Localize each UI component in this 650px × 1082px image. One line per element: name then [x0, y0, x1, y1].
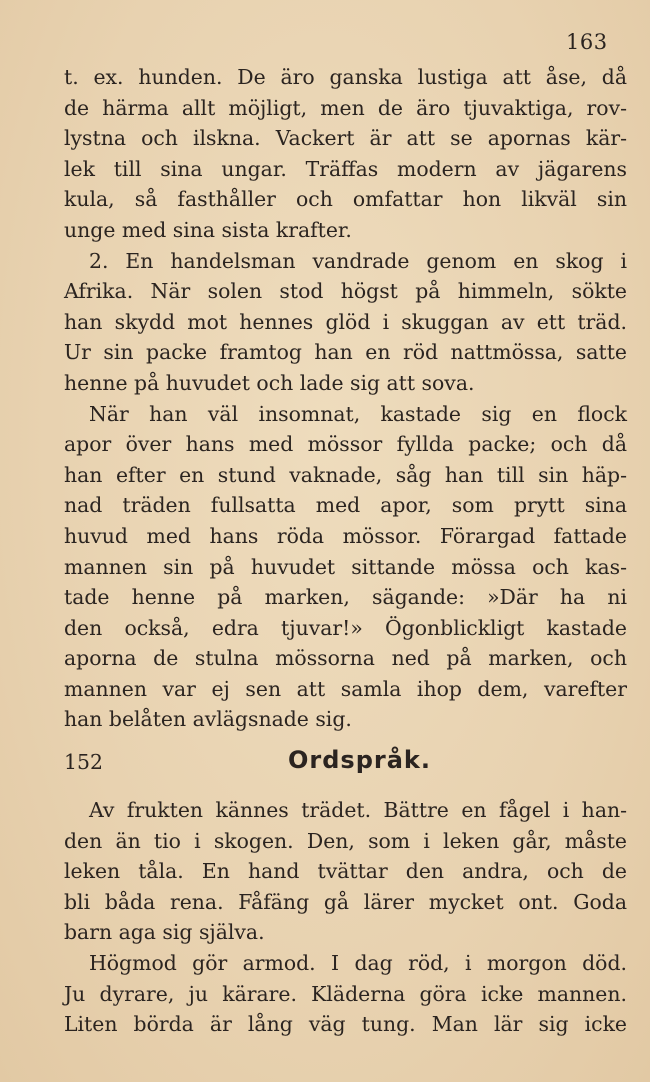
text-line: tade henne på marken, sägande: »Där ha ni [64, 585, 627, 610]
section-heading [64, 746, 627, 780]
text-line: apor över hans med mössor fyllda packe; och då [64, 432, 627, 457]
text-line: Av frukten kännes trädet. Bättre en fågel i han- [89, 798, 627, 822]
text-line: aporna de stulna mössorna ned på marken, och [64, 646, 627, 671]
text-line: nad träden fullsatta med apor, som prytt sina [64, 493, 627, 518]
text-line: de härma allt möjligt, men de äro tjuvaktiga, rov- [64, 95, 627, 120]
top-text-block [64, 62, 627, 735]
text-line: den också, edra tjuvar!» Ögonblickligt kastade [64, 615, 627, 640]
text-line: lek till sina ungar. Träffas modern av jägarens [64, 156, 627, 181]
text-line: kula, så fasthåller och omfattar hon likväl sin [64, 187, 627, 212]
text-line: unge med sina sista krafter. [64, 217, 352, 242]
section-number: 152 [64, 750, 103, 774]
text-line: t. ex. hunden. De äro ganska lustiga att åse, då [64, 65, 627, 89]
text-line: leken tåla. En hand tvättar den andra, och de [64, 859, 627, 884]
text-line: mannen var ej sen att samla ihop dem, varefter [64, 676, 627, 701]
text-line: lystna och ilskna. Vackert är att se apornas kär- [64, 126, 627, 151]
text-line: den än tio i skogen. Den, som i leken går, måste [64, 828, 627, 853]
text-line: 2. En handelsman vandrade genom en skog i [89, 248, 627, 273]
text-line: han skydd mot hennes glöd i skuggan av ett träd. [64, 309, 627, 334]
text-line: Liten börda är lång väg tung. Man lär sig icke [64, 1012, 627, 1037]
bottom-text-block [64, 795, 627, 1040]
page-number: 163 [566, 30, 608, 54]
text-line: Afrika. När solen stod högst på himmeln, sökte [64, 279, 627, 304]
text-line: Högmod gör armod. I dag röd, i morgon död. [89, 950, 627, 975]
text-line: mannen sin på huvudet sittande mössa och kas- [64, 554, 627, 579]
text-line: bli båda rena. Fåfäng gå lärer mycket ont. Goda [64, 889, 627, 914]
text-line: han belåten avlägsnade sig. [64, 707, 352, 732]
text-line: huvud med hans röda mössor. Förargad fattade [64, 523, 627, 548]
section-title: Ordspråk. [288, 746, 431, 774]
text-line: Ju dyrare, ju kärare. Kläderna göra icke mannen. [64, 981, 627, 1006]
text-line: barn aga sig själva. [64, 920, 265, 945]
text-line: henne på huvudet och lade sig att sova. [64, 370, 475, 395]
text-line: När han väl insomnat, kastade sig en flock [89, 401, 627, 426]
text-line: han efter en stund vaknade, såg han till sin häp- [64, 462, 627, 487]
text-line: Ur sin packe framtog han en röd nattmössa, satte [64, 340, 627, 365]
